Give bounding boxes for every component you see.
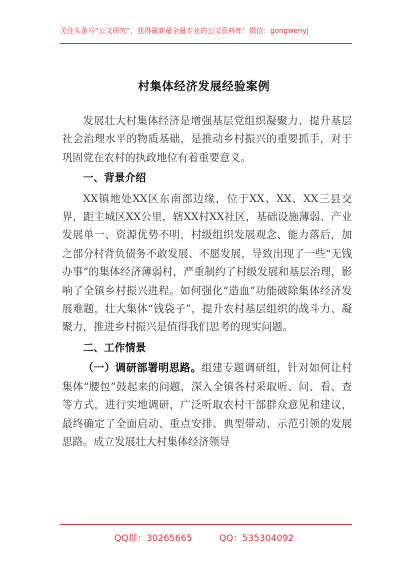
- header-notice: 关注头条号“公文研究”，获得最新最全最专业的公文资料库！微信：gongwenyj: [60, 27, 309, 35]
- background-paragraph: XX镇地处XX区东南部边缘，位于XX、XX、XX三县交界，距主城区XX公里，辖XX村XX社区，基础设施薄弱、产业发展单一、资源优势不明，村级组织发展观念、能力落后，加之部分村背负债务不敢发展、不愿发展，导致出现了一些“无钱办事”的集体经济薄弱村，严重制约了村级发展和基层治理，影响了全镇乡村振兴进程。如何强化“造血”功能破除集体经济发展难题，壮大集体“钱袋子”，提升农村基层组织的战斗力、凝聚力，推进乡村振兴是值得我们思考的现实问题。: [62, 192, 352, 334]
- footer: [0, 531, 408, 544]
- document-title: 村集体经济发展经验案例: [138, 79, 270, 93]
- footer-divider: [60, 524, 352, 525]
- document-body: [62, 112, 352, 451]
- footer-qq-group: QQ群：30265665: [114, 534, 193, 544]
- subheading-research: （一）调研部署明思路。: [83, 362, 202, 375]
- section-heading-background: 一、背景介绍: [83, 172, 146, 185]
- header-divider: [60, 43, 352, 44]
- footer-qq: QQ：535304092: [219, 534, 294, 544]
- work-paragraph-text: 组建专题调研组，针对如何让村集体“腰包”鼓起来的问题，深入全镇各村采取听、问、看、查等方式，进行实地调研，广泛听取农村干部群众意见和建议，最终确定了全面启动、重点安排、典型带动、示范引领的发展思路。成立发展壮大村集体经济领导: [62, 362, 353, 448]
- section-heading-work: 二、工作情景: [83, 341, 146, 354]
- work-paragraph: [62, 359, 352, 451]
- intro-paragraph: 发展壮大村集体经济是增强基层党组织凝聚力、提升基层社会治理水平的物质基础，是推动乡村振兴的重要抓手，对于巩固党在农村的执政地位有着重要意义。: [62, 115, 352, 164]
